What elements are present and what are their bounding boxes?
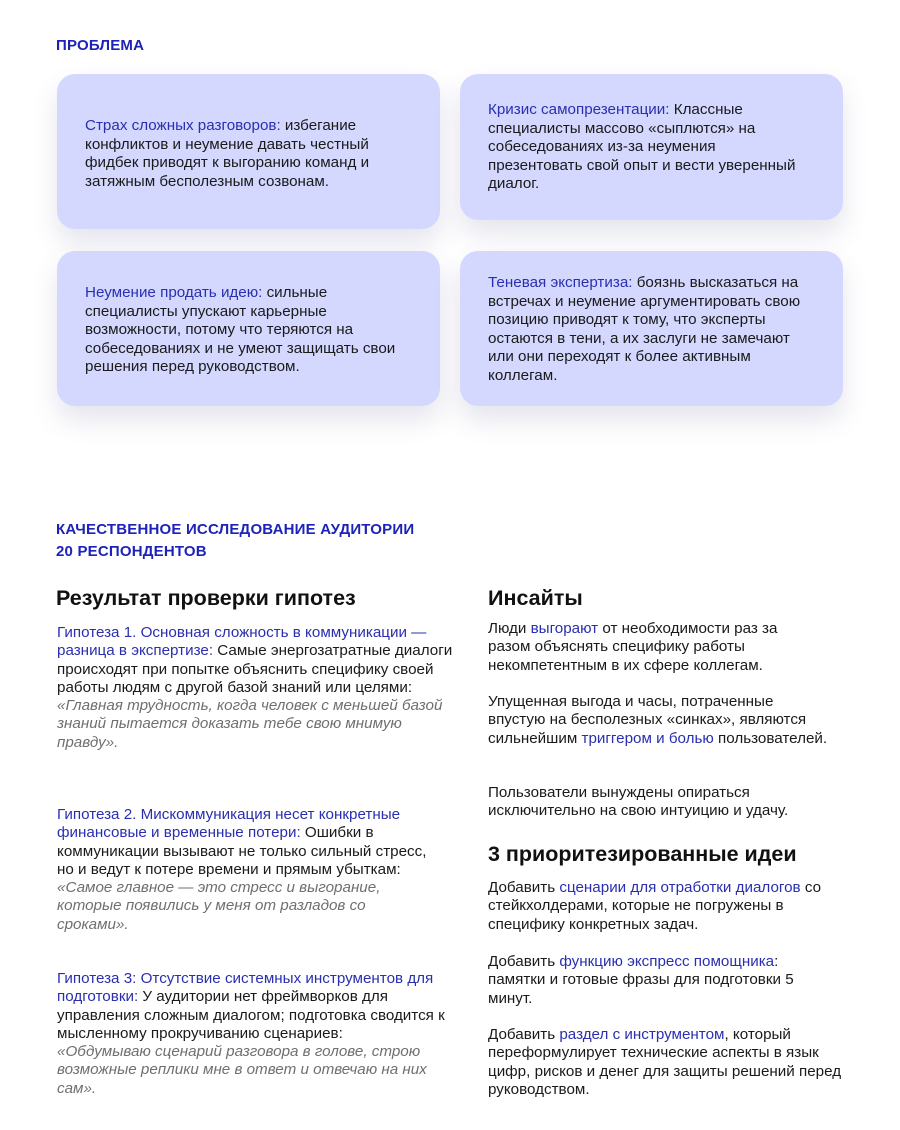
problem-card — [460, 74, 843, 220]
insight-accent: выгорают — [530, 620, 599, 637]
problem-heading: ПРОБЛЕМА — [56, 37, 145, 54]
hypothesis-quote: «Главная трудность, когда человек с меньшей базой знаний пытается доказать тебе свою мнимую правду». — [57, 697, 443, 751]
hypothesis-title: Гипотеза 1. Основная сложность в коммуникации — разница в экспертизе: — [57, 624, 427, 660]
insight-item: Упущенная выгода и часы, потраченные впустую на бесполезных «синках», являются сильнейшим триггером и болью пользователей. — [488, 693, 828, 747]
hypothesis-text: У аудитории нет фреймворков для управления сложным диалогом; подготовка сводится к мысленному прокручиванию сценариев: — [57, 988, 445, 1042]
idea-item: Добавить сценарии для отработки диалогов со стейкхолдерами, которые не погружены в специфику конкретных задач. — [488, 879, 822, 933]
card-text: боязнь высказаться на встречах и неумение аргументировать свою позицию приводят к тому, что эксперты остаются в тени, а их заслуги не замечают или они переходят к более активным коллегам. — [488, 274, 801, 384]
hypothesis-title: Гипотеза 3: Отсутствие системных инструментов для подготовки: — [57, 970, 434, 1006]
research-heading: КАЧЕСТВЕННОЕ ИССЛЕДОВАНИЕ АУДИТОРИИ 20 РЕСПОНДЕНТОВ — [56, 521, 415, 560]
idea-accent: функцию экспресс помощника — [559, 953, 775, 970]
card-text: Классные специалисты массово «сыплются» на собеседованиях из-за неумения презентовать свой опыт и вести уверенный диалог. — [488, 101, 796, 192]
insight-item: Люди выгорают от необходимости раз за разом объяснять специфику работы некомпетентным в их сфере коллегам. — [488, 620, 778, 674]
card-title: Неумение продать идею: — [85, 284, 263, 301]
hypothesis-title: Гипотеза 2. Мискоммуникация несет конкретные финансовые и временные потери: — [57, 806, 401, 842]
card-title: Кризис самопрезентации: — [488, 101, 670, 118]
card-text: сильные специалисты упускают карьерные возможности, потому что теряются на собеседованиях и не умеют защищать свои решения перед руководством. — [85, 284, 396, 375]
insights-title: Инсайты — [488, 586, 583, 610]
problem-card — [57, 251, 440, 406]
problem-card — [57, 74, 440, 229]
insight-accent: триггером и болью — [581, 729, 714, 747]
idea-accent: раздел с инструментом — [559, 1026, 725, 1043]
hypothesis-quote: «Обдумываю сценарий разговора в голове, строю возможные реплики мне в ответ и отвечаю на них сам». — [57, 1043, 427, 1097]
card-text: избегание конфликтов и неумение давать честный фидбек приводят к выгоранию команд и затяжным бесполезным созвонам. — [85, 117, 370, 190]
hypothesis-item — [57, 806, 427, 934]
hypothesis-text: Самые энергозатратные диалоги происходят при попытке объяснить специфику своей работы людям с другой базой знаний или целями: — [57, 642, 453, 696]
idea-accent: сценарии для отработки диалогов — [559, 879, 801, 896]
insight-item: Пользователи вынуждены опираться исключительно на свою интуицию и удачу. — [488, 784, 789, 820]
hypothesis-item — [57, 970, 457, 1098]
hypothesis-item — [57, 624, 455, 752]
ideas-title: 3 приоритезированные идеи — [488, 842, 797, 866]
card-title: Страх сложных разговоров: — [85, 117, 281, 134]
idea-item: Добавить функцию экспресс помощника: памятки и готовые фразы для подготовки 5 минут. — [488, 953, 794, 1007]
hypotheses-title: Результат проверки гипотез — [56, 586, 356, 610]
hypothesis-text: Ошибки в коммуникации вызывают не только сильный стресс, но и ведут к потере времени и прямым убыткам: — [57, 824, 427, 878]
problem-card — [460, 251, 843, 406]
card-title: Теневая экспертиза: — [488, 274, 633, 291]
hypothesis-quote: «Самое главное — это стресс и выгорание, которые появились у меня от разладов со сроками». — [57, 879, 381, 933]
idea-item: Добавить раздел с инструментом, который переформулирует технические аспекты в язык цифр, рисков и денег для защиты решений перед руководством. — [488, 1026, 842, 1098]
